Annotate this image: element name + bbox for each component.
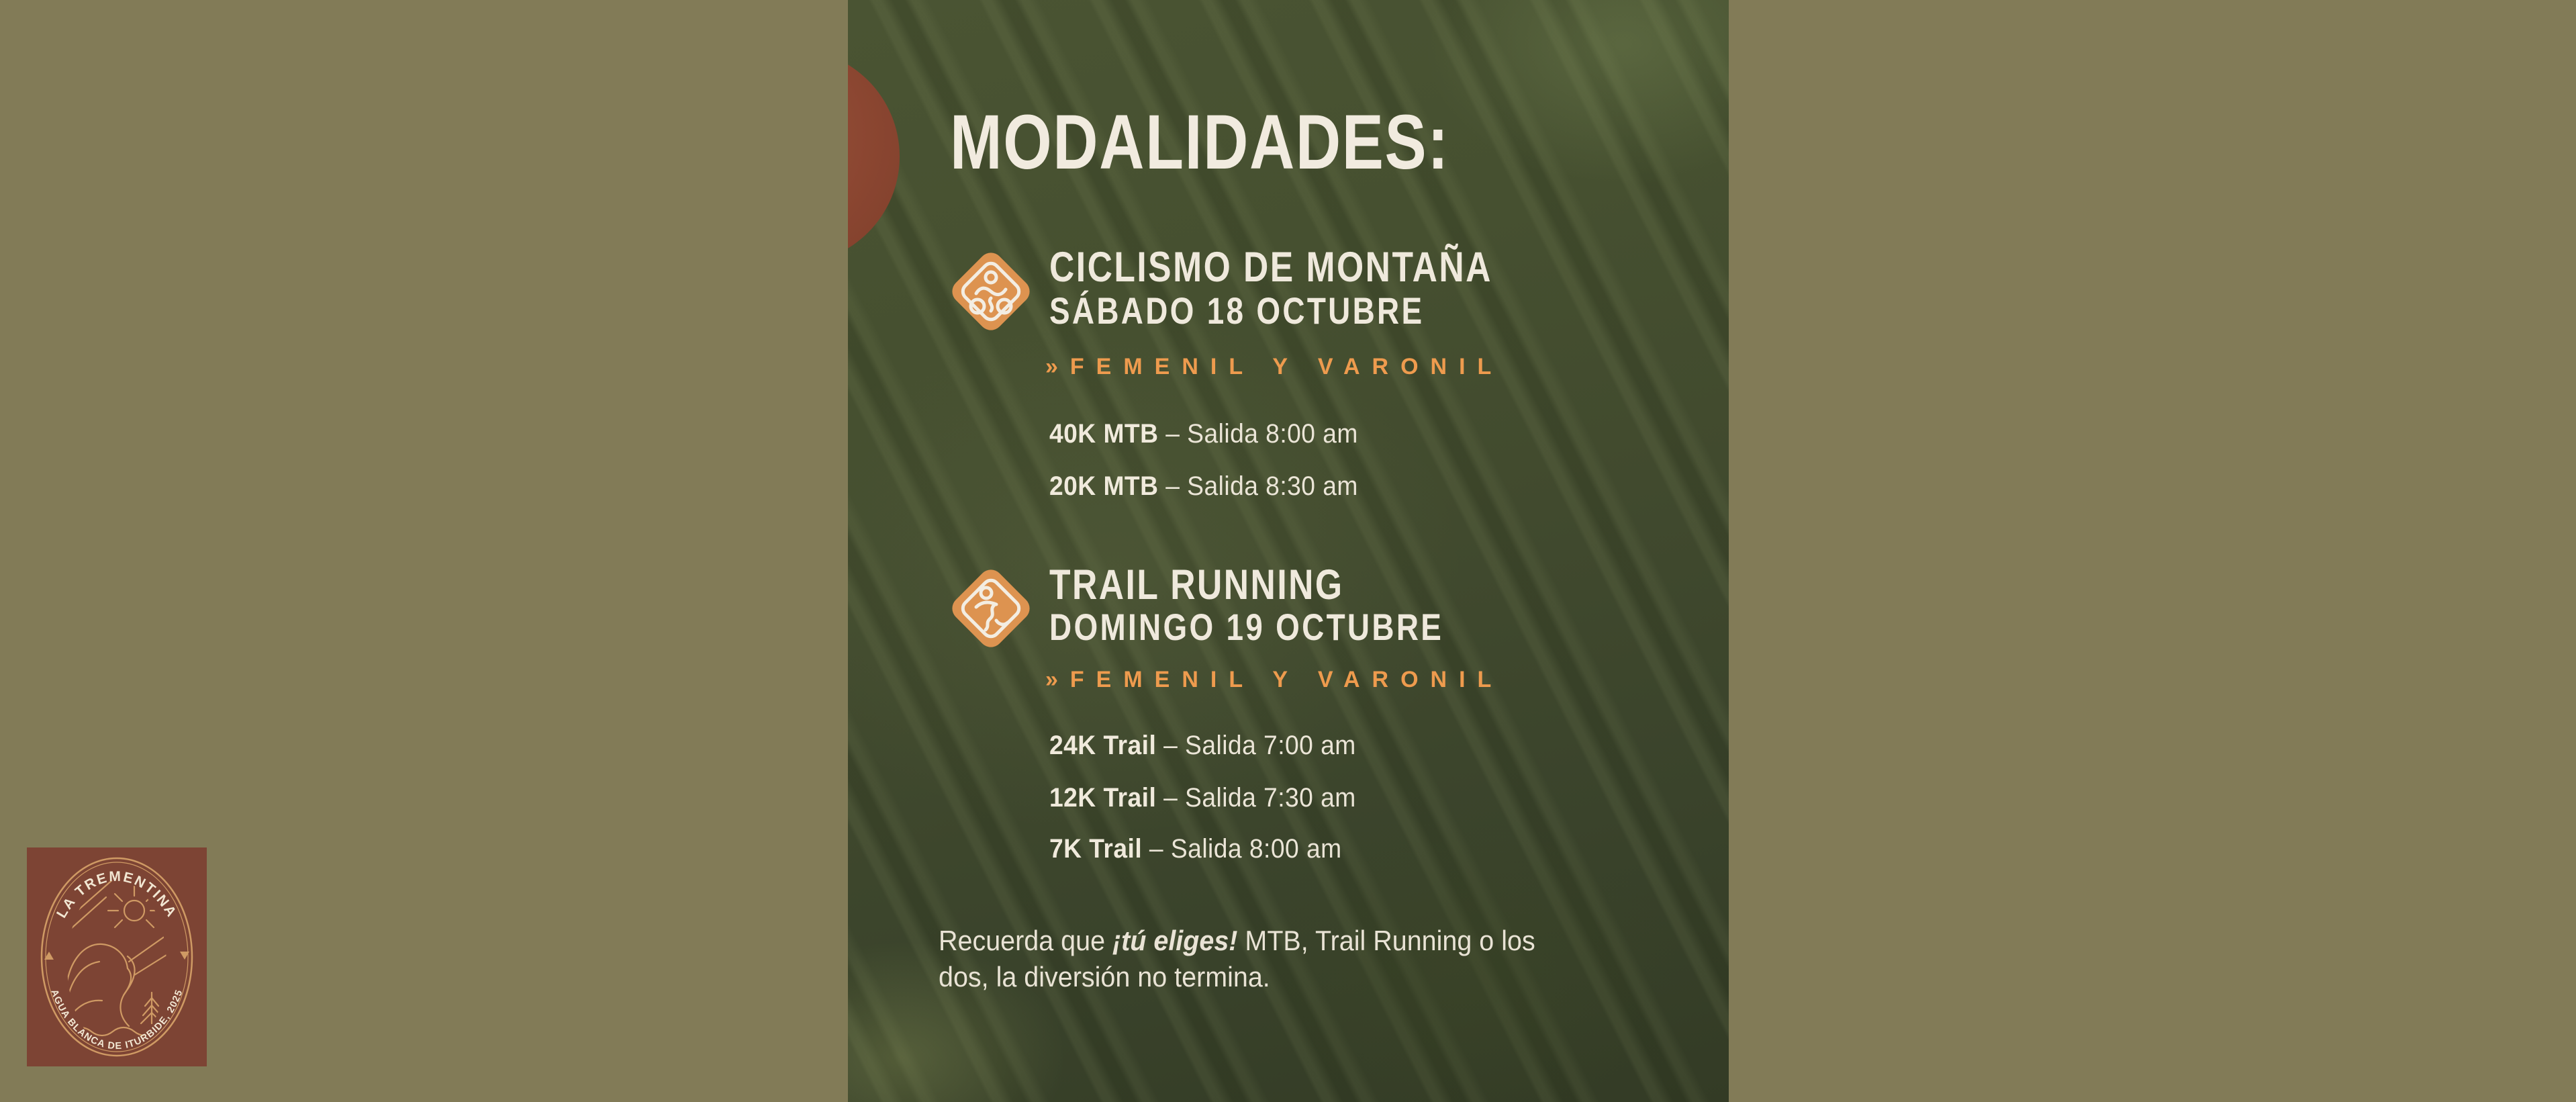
- distance-row: [1049, 419, 1358, 449]
- category-label-trail: »FEMENIL Y VARONIL: [1045, 667, 1504, 692]
- distance-label: 12K Trail: [1049, 783, 1157, 813]
- distance-label: 7K Trail: [1049, 834, 1143, 864]
- section-date-mtb: SÁBADO 18 OCTUBRE: [1049, 289, 1425, 332]
- start-time-label: – Salida 7:30 am: [1163, 783, 1356, 813]
- distance-row: [1049, 731, 1356, 761]
- start-time-label: – Salida 8:00 am: [1165, 419, 1358, 449]
- note-emphasis: ¡tú eliges!: [1112, 925, 1238, 956]
- section-heading-mtb: CICLISMO DE MONTAÑA: [1049, 244, 1492, 291]
- note-text-line2: dos, la diversión no termina.: [939, 961, 1270, 993]
- distance-label: 20K MTB: [1049, 471, 1159, 501]
- mtb-cyclist-icon: [947, 247, 1035, 336]
- distance-label: 40K MTB: [1049, 419, 1159, 449]
- footer-note: [939, 923, 1620, 995]
- distance-row: [1049, 471, 1358, 502]
- page-title: MODALIDADES:: [950, 99, 1449, 185]
- section-heading-trail: TRAIL RUNNING: [1049, 561, 1344, 608]
- distance-row: [1049, 783, 1356, 813]
- start-time-label: – Salida 8:00 am: [1149, 834, 1342, 864]
- distance-label: 24K Trail: [1049, 731, 1157, 760]
- distance-row: [1049, 834, 1342, 864]
- trail-runner-icon: [947, 564, 1035, 653]
- note-text: MTB, Trail Running o los: [1237, 925, 1535, 956]
- event-logo-badge: [27, 847, 207, 1066]
- start-time-label: – Salida 8:30 am: [1165, 471, 1358, 501]
- logo-top-text: LA TREMENTINA: [54, 868, 180, 921]
- logo-bottom-text: AGUA BLANCA DE ITURBIDE, 2025: [48, 988, 185, 1052]
- photo-panel: [848, 0, 1729, 1102]
- category-label-mtb: »FEMENIL Y VARONIL: [1045, 354, 1504, 379]
- section-date-trail: DOMINGO 19 OCTUBRE: [1049, 606, 1444, 648]
- start-time-label: – Salida 7:00 am: [1163, 731, 1356, 760]
- red-circle-decoration: [848, 49, 900, 264]
- note-text: Recuerda que: [939, 925, 1112, 956]
